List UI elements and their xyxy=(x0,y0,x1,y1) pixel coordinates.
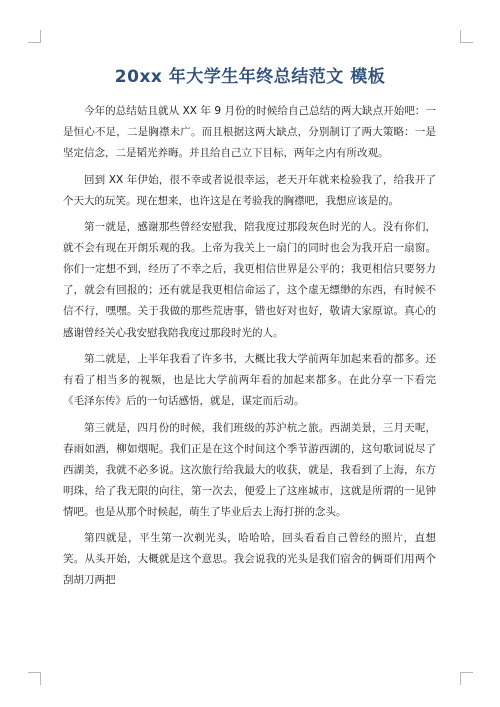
document-title: 20xx 年大学生年终总结范文 模板 xyxy=(114,67,386,87)
paragraph: 回到 XX 年伊始，很不幸或者说很幸运，老天开年就来检验我了，给我开了个天大的玩笑。现在想来，也许这是在考验我的胸襟吧，我想应该是的。 xyxy=(63,173,436,207)
paragraph: 第三就是，四月份的时候，我们班级的苏沪杭之旅。西湖美景，三月天呢，春雨如酒，柳如烟呢。我们正是在这个时间这个季节游西湖的，这句歌词说尽了西湖美，我就不必多说。这次旅行给我最大的收获，就是，我看到了上海，东方明珠，给了我无限的向往，第一次去，便爱上了这座城市，这就是所谓的一见钟情吧。也是从那个时候起，萌生了毕业后去上海打拼的念头。 xyxy=(63,421,436,518)
page-corner-mark-bottom-right xyxy=(460,672,473,685)
paragraph: 第四就是，平生第一次剃光头，哈哈哈，回头看看自己曾经的照片，直想笑。从头开始，大概就是这个意思。我会说我的光头是我们宿舍的俩哥们用两个刮胡刀两把 xyxy=(63,532,436,587)
page-corner-mark-top-left xyxy=(28,30,41,43)
paragraph: 第二就是，上半年我看了许多书，大概比我大学前两年加起来看的都多。还有看了相当多的视频，也是比大学前两年看的加起来都多。在此分享一下看完《毛泽东传》后的一句话感悟，就是，谋定而后动。 xyxy=(63,352,436,408)
page-corner-mark-top-right xyxy=(460,30,473,43)
paragraph: 第一就是，感谢那些曾经安慰我，陪我度过那段灰色时光的人。没有你们，就不会有现在开朗乐观的我。上帝为我关上一扇门的同时也会为我开启一扇窗。你们一定想不到，经历了不幸之后，我更相信世界是公平的；我更相信只要努力了，就会有回报的；还有就是我更相信命运了，这个虚无缥缈的东西，有时候不信不行，嘿嘿。关于我做的那些荒唐事，错也好对也好，敬请大家原谅。真心的感谢曾经关心我安慰我陪我度过那段时光的人。 xyxy=(63,221,436,339)
paragraph: 今年的总结姑且就从 XX 年 9 月份的时候给自己总结的两大缺点开始吧：一是恒心不足，二是胸襟未广。而且根据这两大缺点，分别制订了两大策略：一是坚定信念，二是韬光养晦。并且给自己立下目标，两年之内有所改观。 xyxy=(63,105,436,160)
document-body xyxy=(63,101,436,597)
page-corner-mark-bottom-left xyxy=(28,672,41,685)
